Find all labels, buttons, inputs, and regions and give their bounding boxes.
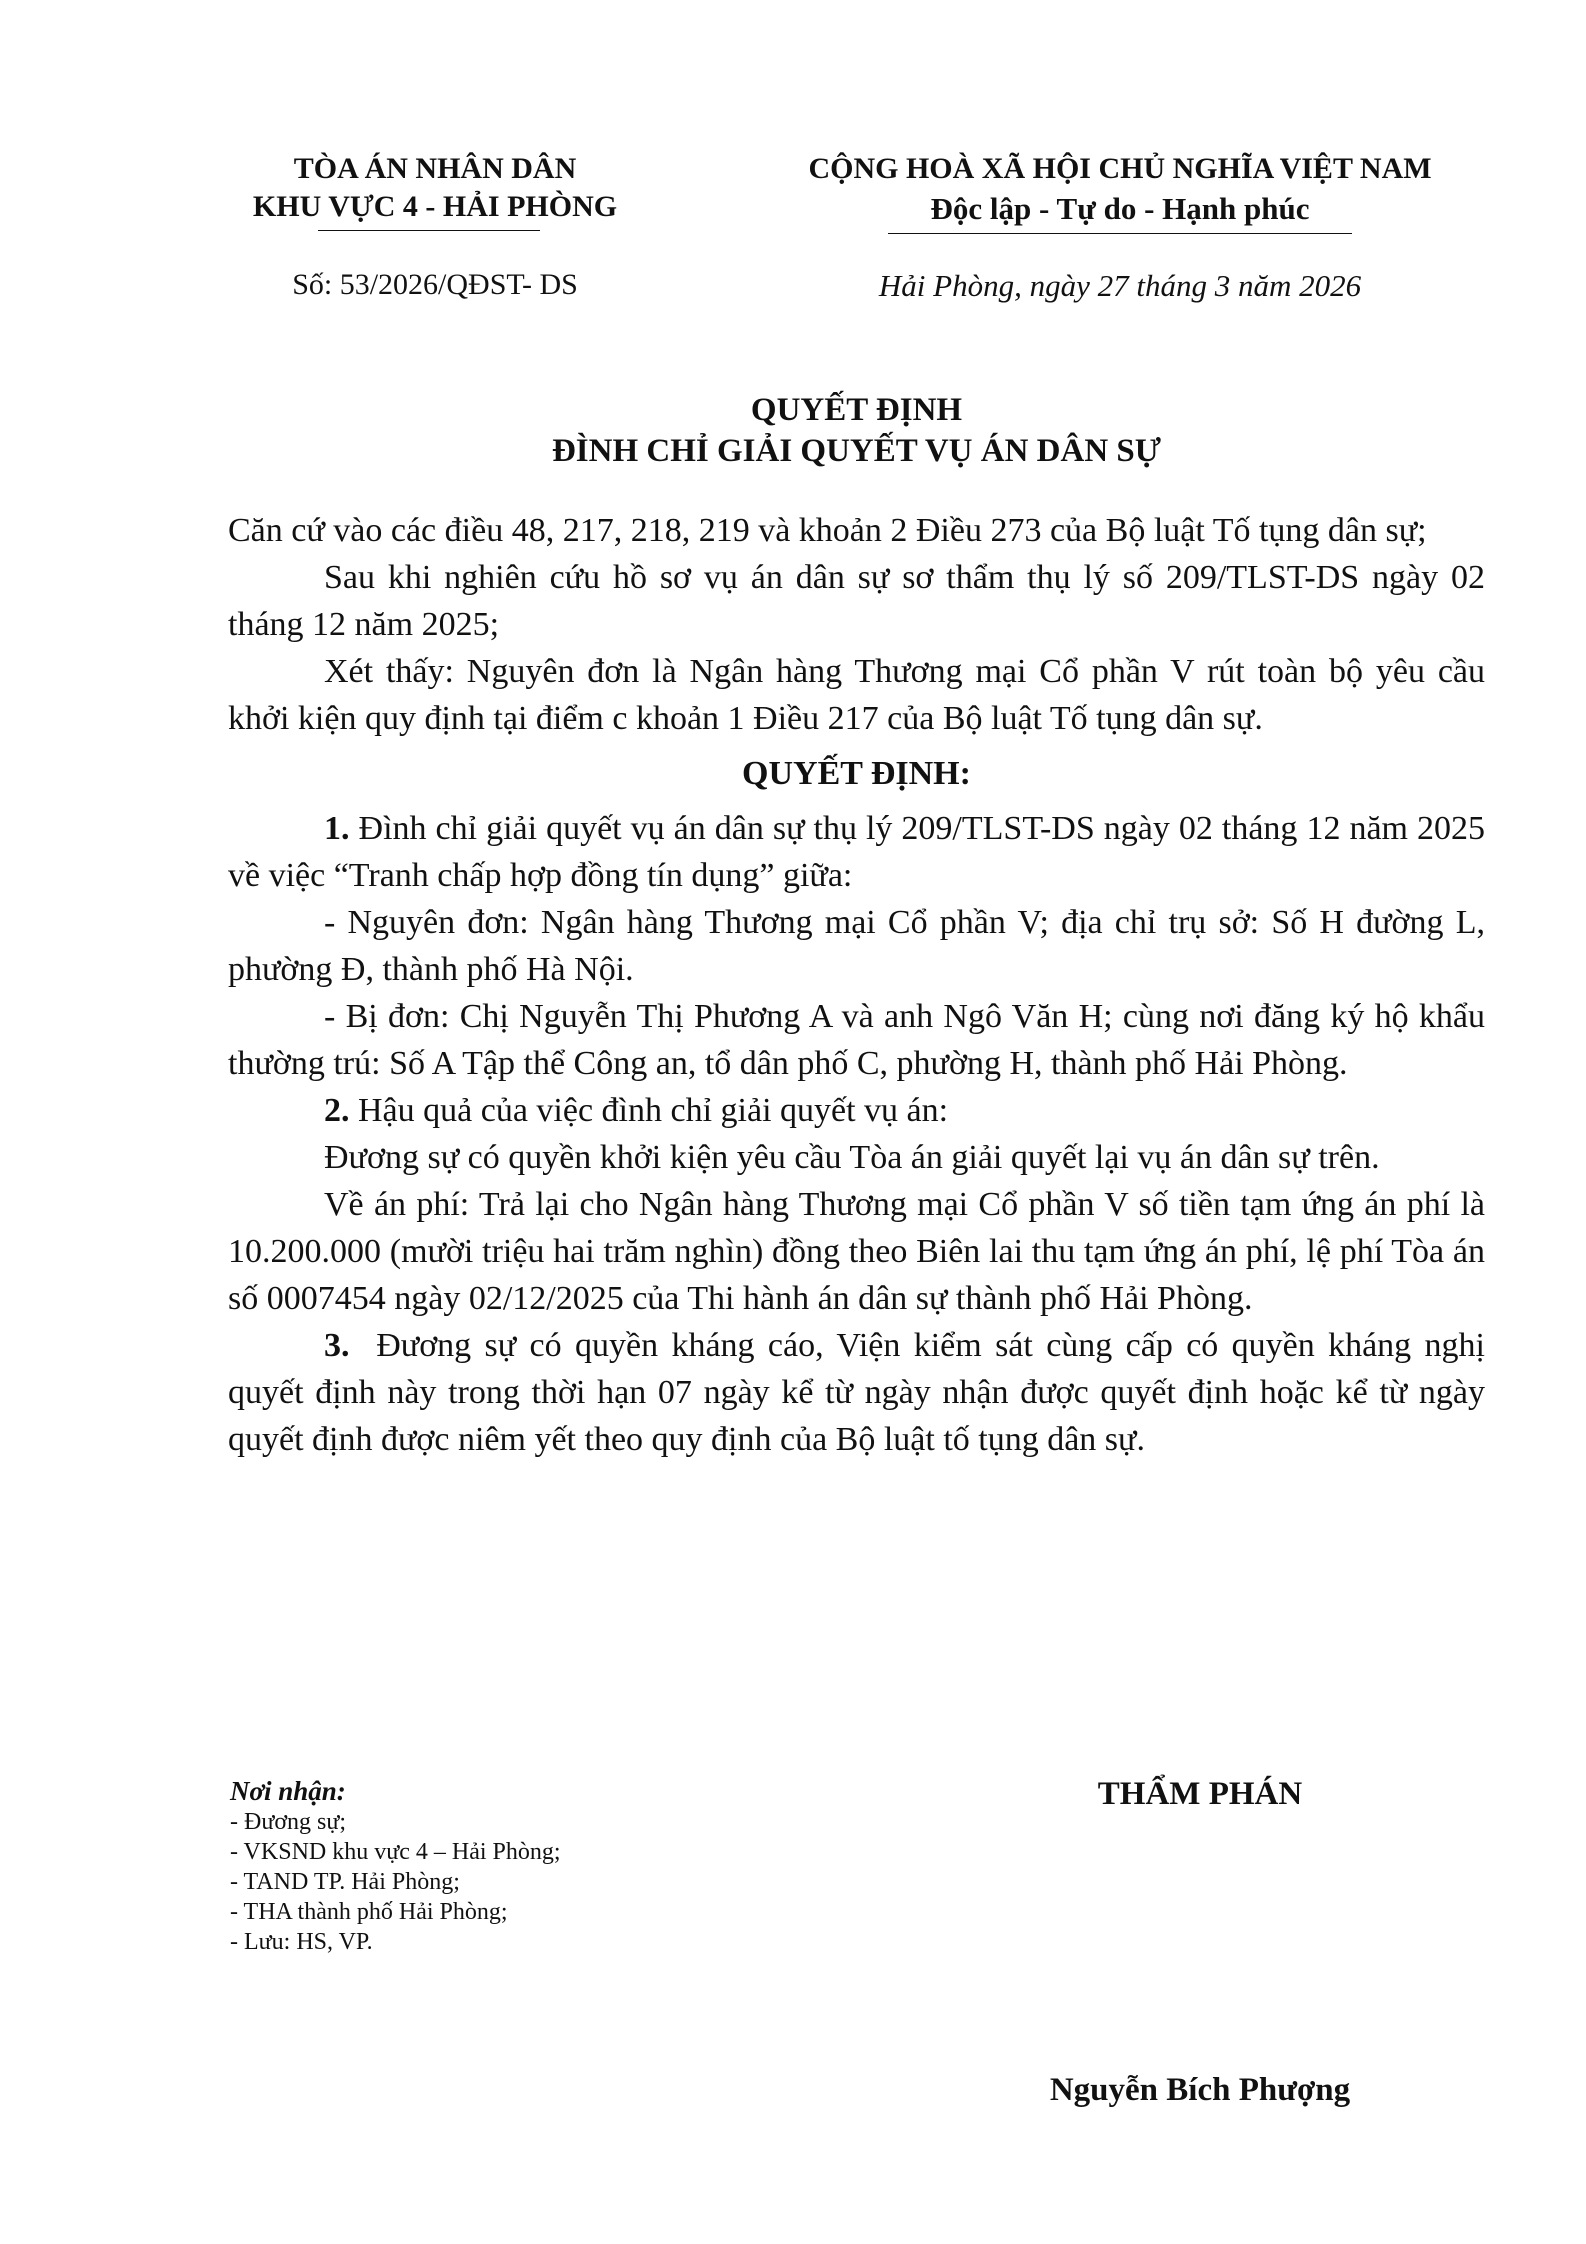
signer-role: THẨM PHÁN — [1097, 1776, 1303, 1812]
document-number: Số: 53/2026/QĐST- DS — [292, 268, 578, 301]
recipient-item: - TAND TP. Hải Phòng; — [230, 1869, 460, 1895]
decision-item-2 — [228, 1087, 1485, 1134]
item-2-number: 2. — [324, 1092, 350, 1129]
item-1-text: Đình chỉ giải quyết vụ án dân sự thụ lý 209/TLST-DS ngày 02 tháng 12 năm 2025 về việc “Tranh chấp hợp đồng tín dụng” giữa: — [228, 810, 1486, 894]
decision-subtitle: ĐÌNH CHỈ GIẢI QUYẾT VỤ ÁN DÂN SỰ — [551, 433, 1162, 469]
nation-title: CỘNG HOÀ XÃ HỘI CHỦ NGHĨA VIỆT NAM — [808, 152, 1432, 185]
national-motto: Độc lập - Tự do - Hạnh phúc — [930, 191, 1310, 226]
signer-name: Nguyễn Bích Phượng — [1049, 2072, 1351, 2108]
recipients-block — [230, 1776, 561, 1957]
case-review-paragraph: Sau khi nghiên cứu hồ sơ vụ án dân sự sơ thẩm thụ lý số 209/TLST-DS ngày 02 tháng 12 năm 2025; — [228, 559, 1485, 643]
plaintiff-paragraph: - Nguyên đơn: Ngân hàng Thương mại Cổ phần V; địa chỉ trụ sở: Số H đường L, phường Đ, thành phố Hà Nội. — [228, 904, 1485, 988]
decision-heading: QUYẾT ĐỊNH: — [742, 755, 971, 792]
defendant-paragraph: - Bị đơn: Chị Nguyễn Thị Phương A và anh Ngô Văn H; cùng nơi đăng ký hộ khẩu thường trú: Số A Tập thể Công an, tổ dân phố C, phường H, thành phố Hải Phòng. — [228, 998, 1485, 1082]
decision-item-3 — [228, 1322, 1485, 1463]
recipient-item: - THA thành phố Hải Phòng; — [230, 1899, 508, 1925]
court-fee-paragraph: Về án phí: Trả lại cho Ngân hàng Thương mại Cổ phần V số tiền tạm ứng án phí là 10.200.000 (mười triệu hai trăm nghìn) đồng theo Biên lai thu tạm ứng án phí, lệ phí Tòa án số 0007454 ngày 02/12/2025 của Thi hành án dân sự thành phố Hải Phòng. — [228, 1186, 1485, 1317]
recipient-item: - Lưu: HS, VP. — [230, 1929, 373, 1955]
place-date: Hải Phòng, ngày 27 tháng 3 năm 2026 — [878, 268, 1362, 303]
court-underline — [318, 230, 540, 231]
court-name: TÒA ÁN NHÂN DÂN — [293, 152, 577, 185]
decision-body — [228, 507, 1485, 1463]
item-1-number: 1. — [324, 810, 350, 847]
recipient-item: - Đương sự; — [230, 1809, 347, 1835]
item-2-text: Hậu quả của việc đình chỉ giải quyết vụ án: — [358, 1092, 949, 1129]
recipient-item: - VKSND khu vực 4 – Hải Phòng; — [230, 1839, 561, 1865]
item-3-number: 3. — [324, 1327, 350, 1364]
recipients-title: Nơi nhận: — [230, 1776, 346, 1806]
decision-item-1 — [228, 805, 1485, 899]
legal-basis-paragraph: Căn cứ vào các điều 48, 217, 218, 219 và khoản 2 Điều 273 của Bộ luật Tố tụng dân sự; — [228, 512, 1427, 549]
court-district: KHU VỰC 4 - HẢI PHÒNG — [252, 190, 618, 223]
motto-underline — [888, 233, 1352, 234]
decision-title: QUYẾT ĐỊNH — [750, 392, 963, 428]
finding-paragraph: Xét thấy: Nguyên đơn là Ngân hàng Thương mại Cổ phần V rút toàn bộ yêu cầu khởi kiện quy định tại điểm c khoản 1 Điều 217 của Bộ luật Tố tụng dân sự. — [228, 653, 1485, 737]
consequence-paragraph: Đương sự có quyền khởi kiện yêu cầu Tòa án giải quyết lại vụ án dân sự trên. — [324, 1139, 1380, 1176]
item-3-text: Đương sự có quyền kháng cáo, Viện kiểm sát cùng cấp có quyền kháng nghị quyết định này trong thời hạn 07 ngày kể từ ngày nhận được quyết định hoặc kể từ ngày quyết định được niêm yết theo quy định của Bộ luật tố tụng dân sự. — [228, 1327, 1485, 1458]
